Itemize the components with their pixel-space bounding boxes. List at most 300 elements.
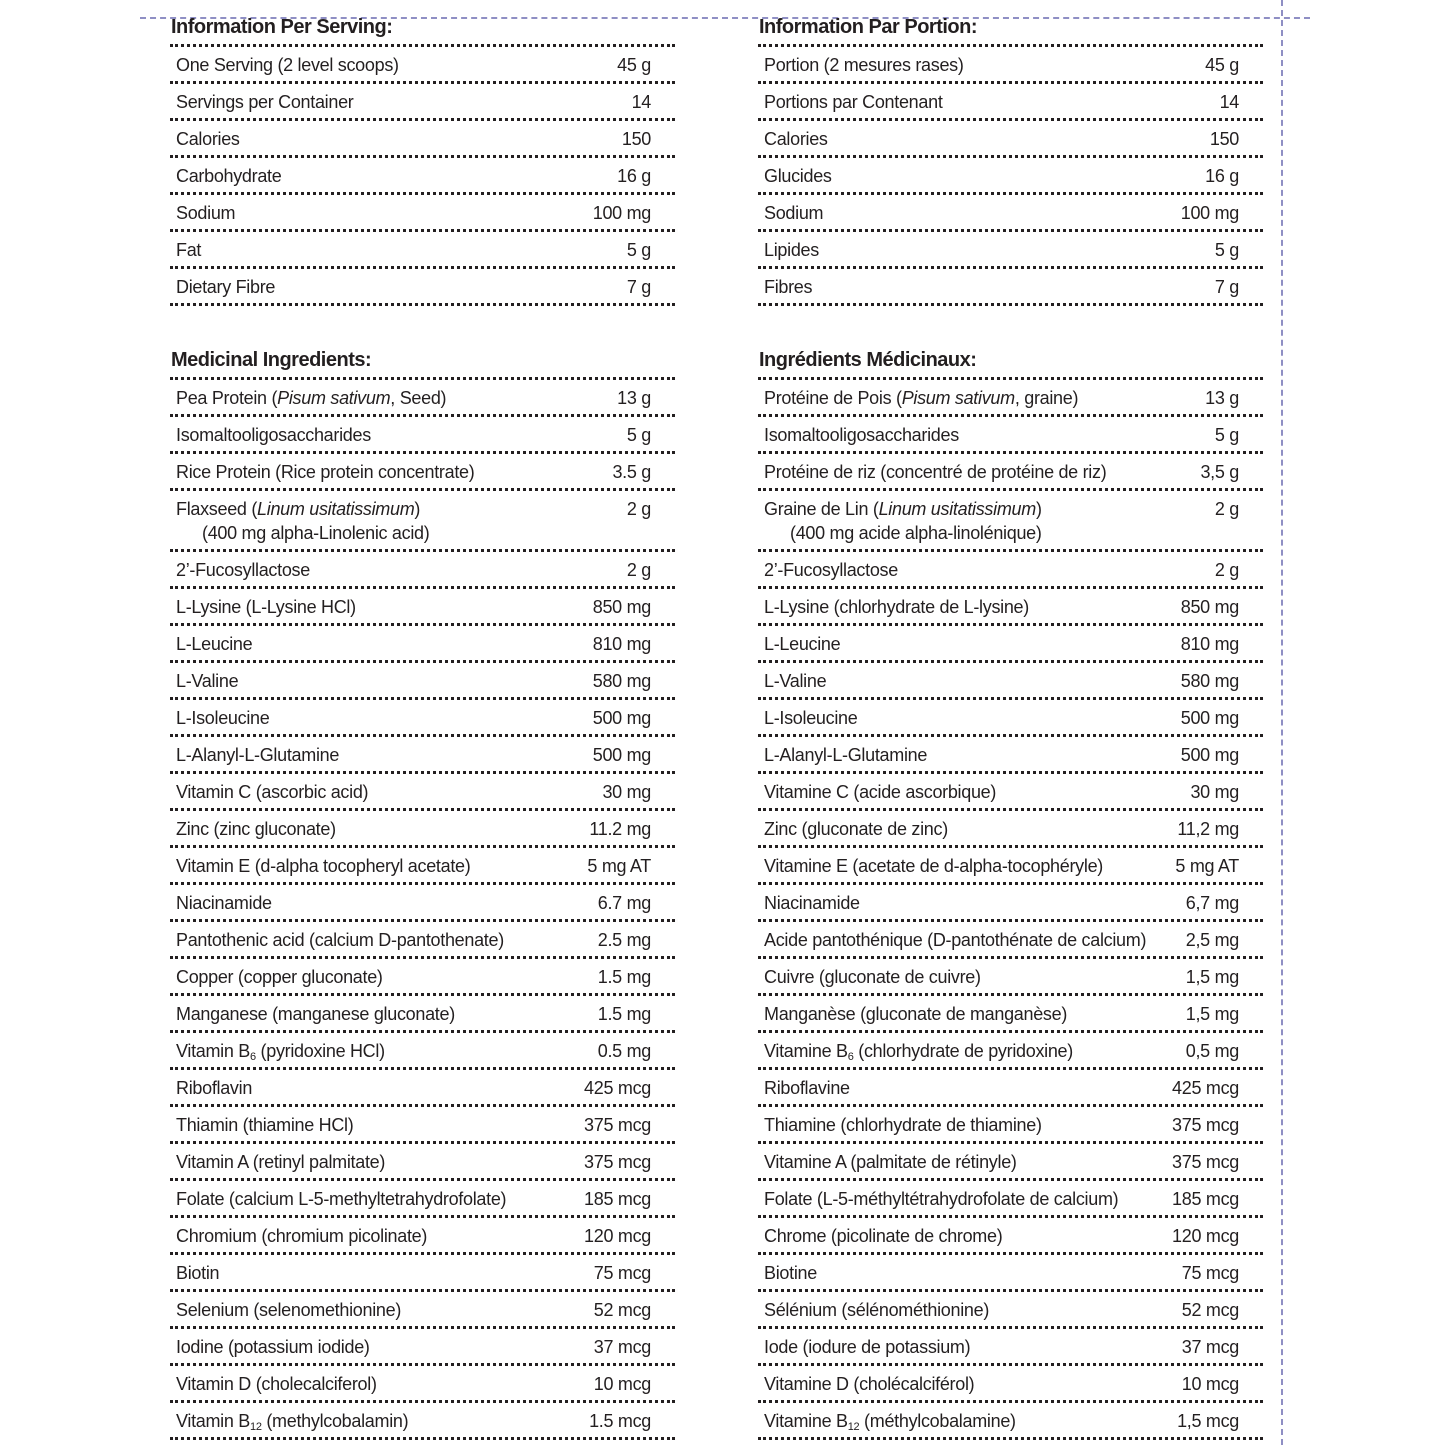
name-text: Graine de Lin (: [764, 499, 879, 519]
name-suffix: ): [414, 499, 421, 519]
name-text: Vitamin D (cholecalciferol): [176, 1374, 377, 1394]
amount: 425 mcg: [1172, 1078, 1239, 1098]
amount: 3,5 g: [1200, 462, 1239, 482]
ingredient-row: [170, 774, 675, 811]
ingredient-row: [170, 885, 675, 922]
nutrient-name: [758, 454, 1106, 484]
ingredient-row: [758, 1292, 1263, 1329]
serving-row: [758, 158, 1263, 195]
ingredient-row: [170, 1144, 675, 1181]
name-text: Sodium: [176, 203, 236, 223]
amount: 52 mcg: [1181, 1300, 1239, 1320]
amount: 0.5 mg: [597, 1041, 651, 1061]
amount: 100 mg: [592, 203, 651, 223]
nutrient-name: [170, 1033, 385, 1063]
serving-row: [170, 195, 675, 232]
name-suffix: (pyridoxine HCl): [255, 1041, 385, 1061]
name-text: Thiamine (chlorhydrate de thiamine): [764, 1115, 1042, 1135]
name-text: Folate (calcium L-5-methyltetrahydrofolate): [176, 1189, 507, 1209]
name-text: Pantothenic acid (calcium D-pantothenate): [176, 930, 504, 950]
amount: 14: [1219, 92, 1239, 112]
name-text: Vitamine B: [764, 1411, 848, 1431]
ingredient-row: [758, 1329, 1263, 1366]
ingredient-row: [758, 1255, 1263, 1292]
serving-info-title: Information Par Portion:: [758, 11, 1263, 47]
nutrient-name: [170, 774, 368, 804]
amount: 7 g: [1214, 277, 1239, 297]
name-text: Zinc (gluconate de zinc): [764, 819, 948, 839]
name-text: Chrome (picolinate de chrome): [764, 1226, 1003, 1246]
amount: 13 g: [1205, 388, 1239, 408]
name-text: Vitamin B: [176, 1041, 251, 1061]
nutrient-name: [758, 959, 981, 989]
ingredient-row: [758, 1033, 1263, 1070]
ingredient-row: [758, 700, 1263, 737]
name-text: L-Leucine: [176, 634, 253, 654]
amount: 185 mcg: [1172, 1189, 1239, 1209]
serving-row: [170, 121, 675, 158]
amount: 30 mg: [602, 782, 651, 802]
name-text: Servings per Container: [176, 92, 354, 112]
name-text: L-Isoleucine: [176, 708, 270, 728]
ingredient-row: [758, 1403, 1263, 1440]
trim-guide-vertical: [1281, 0, 1283, 1445]
name-text: Isomaltooligosaccharides: [764, 425, 959, 445]
serving-info-title: Information Per Serving:: [170, 11, 675, 47]
nutrient-name: [758, 491, 1042, 545]
amount: 185 mcg: [584, 1189, 651, 1209]
nutrient-name: [170, 158, 281, 188]
name-text: One Serving (2 level scoops): [176, 55, 399, 75]
name-text: Portion (2 mesures rases): [764, 55, 964, 75]
amount: 1,5 mg: [1185, 967, 1239, 987]
ingredient-row: [170, 848, 675, 885]
name-text: Vitamine C (acide ascorbique): [764, 782, 997, 802]
amount: 6,7 mg: [1185, 893, 1239, 913]
nutrient-name: [758, 1366, 974, 1396]
amount: 2 g: [1214, 560, 1239, 580]
subscript: 12: [250, 1421, 262, 1433]
serving-info-list: [170, 47, 675, 306]
amount: 500 mg: [592, 708, 651, 728]
name-text: Pea Protein (: [176, 388, 278, 408]
name-suffix: (chlorhydrate de pyridoxine): [853, 1041, 1073, 1061]
nutrient-name: [170, 922, 504, 952]
name-text: L-Isoleucine: [764, 708, 858, 728]
nutrient-name: [170, 1366, 377, 1396]
amount: 100 mg: [1180, 203, 1239, 223]
nutrient-name: [758, 121, 828, 151]
name-text: Iode (iodure de potassium): [764, 1337, 971, 1357]
amount: 75 mcg: [593, 1263, 651, 1283]
amount: 10 mcg: [593, 1374, 651, 1394]
amount: 375 mcg: [1172, 1152, 1239, 1172]
amount: 1.5 mg: [597, 1004, 651, 1024]
nutrient-name: [758, 269, 812, 299]
amount: 150: [1209, 129, 1239, 149]
nutrient-name: [170, 737, 339, 767]
amount: 7 g: [626, 277, 651, 297]
name-text: Calories: [176, 129, 240, 149]
nutrient-name: [758, 626, 840, 656]
nutrient-name: [170, 454, 474, 484]
name-text: Riboflavine: [764, 1078, 850, 1098]
nutrient-name: [758, 552, 898, 582]
nutrient-name: [170, 1107, 353, 1137]
name-text: Cuivre (gluconate de cuivre): [764, 967, 981, 987]
name-text: Chromium (chromium picolinate): [176, 1226, 428, 1246]
ingredient-row: [758, 996, 1263, 1033]
amount: 1.5 mcg: [589, 1411, 651, 1431]
nutrient-name: [170, 1329, 370, 1359]
amount: 14: [631, 92, 651, 112]
name-text: L-Alanyl-L-Glutamine: [176, 745, 340, 765]
amount: 5 g: [1214, 240, 1239, 260]
name-text: Glucides: [764, 166, 832, 186]
ingredient-row: [170, 552, 675, 589]
ingredient-row: [758, 1366, 1263, 1403]
amount: 500 mg: [1180, 745, 1239, 765]
ingredient-row: [170, 1403, 675, 1440]
nutrient-name: [170, 232, 201, 262]
ingredient-row: [758, 811, 1263, 848]
medicinal-ingredients-title: Ingrédients Médicinaux:: [758, 344, 1263, 380]
french-panel: [758, 11, 1263, 1440]
nutrient-name: [170, 47, 399, 77]
nutrient-name: [170, 269, 275, 299]
nutrient-name: [170, 121, 240, 151]
name-text: Rice Protein (Rice protein concentrate): [176, 462, 475, 482]
name-text: Protéine de Pois (: [764, 388, 902, 408]
name-text: Biotin: [176, 1263, 220, 1283]
amount: 5 mg AT: [1175, 856, 1239, 876]
name-text: L-Lysine (L-Lysine HCl): [176, 597, 356, 617]
name-text: Vitamin C (ascorbic acid): [176, 782, 369, 802]
amount: 2,5 mg: [1185, 930, 1239, 950]
nutrient-name: [170, 1218, 427, 1248]
nutrient-name: [758, 996, 1067, 1026]
amount: 120 mcg: [584, 1226, 651, 1246]
name-text: Calories: [764, 129, 828, 149]
amount: 13 g: [617, 388, 651, 408]
ingredient-row: [170, 811, 675, 848]
name-text: L-Valine: [764, 671, 827, 691]
name-detail: (400 mg alpha-Linolenic acid): [202, 523, 430, 543]
name-text: 2’-Fucosyllactose: [176, 560, 310, 580]
name-text: Vitamin A (retinyl palmitate): [176, 1152, 386, 1172]
nutrient-name: [170, 417, 371, 447]
name-text: Copper (copper gluconate): [176, 967, 383, 987]
name-text: Protéine de riz (concentré de protéine de riz): [764, 462, 1107, 482]
amount: 37 mcg: [1181, 1337, 1239, 1357]
ingredient-row: [170, 922, 675, 959]
nutrient-name: [758, 1403, 1016, 1433]
nutrient-name: [758, 589, 1029, 619]
amount: 2 g: [626, 499, 651, 519]
name-text: Carbohydrate: [176, 166, 282, 186]
nutrient-name: [758, 922, 1146, 952]
amount: 11.2 mg: [589, 819, 651, 839]
ingredient-row: [170, 996, 675, 1033]
ingredient-row: [758, 380, 1263, 417]
ingredient-row: [170, 1070, 675, 1107]
nutrient-name: [170, 885, 272, 915]
name-text: Sélénium (sélénométhionine): [764, 1300, 990, 1320]
name-detail: (400 mg acide alpha-linolénique): [790, 523, 1042, 543]
amount: 810 mg: [1180, 634, 1239, 654]
ingredient-row: [758, 922, 1263, 959]
serving-row: [170, 84, 675, 121]
amount: 150: [621, 129, 651, 149]
nutrient-name: [758, 417, 959, 447]
amount: 45 g: [617, 55, 651, 75]
ingredient-row: [170, 1366, 675, 1403]
amount: 6.7 mg: [597, 893, 651, 913]
nutrient-name: [170, 811, 336, 841]
amount: 3.5 g: [612, 462, 651, 482]
ingredient-row: [758, 1181, 1263, 1218]
name-text: L-Lysine (chlorhydrate de L-lysine): [764, 597, 1029, 617]
nutrient-name: [758, 1181, 1118, 1211]
serving-row: [758, 195, 1263, 232]
amount: 850 mg: [1180, 597, 1239, 617]
nutrient-name: [758, 774, 996, 804]
nutrient-name: [758, 232, 819, 262]
ingredient-row: [758, 774, 1263, 811]
ingredient-row: [170, 1292, 675, 1329]
serving-row: [170, 158, 675, 195]
nutrient-name: [170, 848, 470, 878]
amount: 500 mg: [1180, 708, 1239, 728]
amount: 375 mcg: [584, 1152, 651, 1172]
amount: 580 mg: [592, 671, 651, 691]
amount: 425 mcg: [584, 1078, 651, 1098]
nutrient-name: [758, 1144, 1017, 1174]
ingredient-row: [170, 1218, 675, 1255]
amount: 1.5 mg: [597, 967, 651, 987]
name-text: Fat: [176, 240, 202, 260]
ingredient-row: [758, 1144, 1263, 1181]
name-text: Vitamine E (acetate de d-alpha-tocophéryle): [764, 856, 1103, 876]
nutrient-name: [758, 1329, 970, 1359]
subscript: 6: [250, 1051, 256, 1063]
name-text: Flaxseed (: [176, 499, 258, 519]
nutrient-name: [758, 885, 860, 915]
ingredient-row: [758, 959, 1263, 996]
nutrient-name: [170, 1255, 219, 1285]
ingredient-row: [170, 491, 675, 552]
amount: 2 g: [626, 560, 651, 580]
serving-row: [170, 47, 675, 84]
nutrient-name: [170, 626, 252, 656]
ingredient-row: [758, 417, 1263, 454]
ingredient-row: [758, 589, 1263, 626]
amount: 45 g: [1205, 55, 1239, 75]
ingredient-row: [170, 1255, 675, 1292]
ingredient-row: [170, 626, 675, 663]
nutrient-name: [170, 1403, 408, 1433]
name-suffix: ): [1035, 499, 1042, 519]
name-text: Acide pantothénique (D-pantothénate de calcium): [764, 930, 1147, 950]
nutrient-name: [170, 1292, 401, 1322]
serving-row: [758, 121, 1263, 158]
name-text: Vitamine D (cholécalciférol): [764, 1374, 975, 1394]
nutrient-name: [758, 737, 927, 767]
serving-row: [170, 269, 675, 306]
amount: 375 mcg: [584, 1115, 651, 1135]
ingredient-row: [758, 848, 1263, 885]
nutrient-name: [758, 1033, 1073, 1063]
name-text: Selenium (selenomethionine): [176, 1300, 402, 1320]
name-suffix: (methylcobalamin): [261, 1411, 409, 1431]
amount: 5 g: [626, 425, 651, 445]
amount: 375 mcg: [1172, 1115, 1239, 1135]
serving-row: [758, 269, 1263, 306]
name-text: Vitamine B: [764, 1041, 848, 1061]
english-panel: [170, 11, 675, 1440]
name-text: Vitamine A (palmitate de rétinyle): [764, 1152, 1017, 1172]
ingredient-row: [170, 663, 675, 700]
nutrient-name: [170, 380, 446, 410]
name-text: Thiamin (thiamine HCl): [176, 1115, 354, 1135]
nutrient-name: [170, 84, 354, 114]
ingredient-row: [758, 1218, 1263, 1255]
serving-row: [758, 232, 1263, 269]
name-text: Lipides: [764, 240, 819, 260]
medicinal-ingredients-list: [758, 380, 1263, 1440]
name-text: Manganèse (gluconate de manganèse): [764, 1004, 1068, 1024]
nutrient-name: [170, 700, 269, 730]
name-text: Sodium: [764, 203, 824, 223]
amount: 5 g: [626, 240, 651, 260]
name-suffix: , Seed): [390, 388, 447, 408]
amount: 2 g: [1214, 499, 1239, 519]
name-text: Folate (L-5-méthyltétrahydrofolate de calcium): [764, 1189, 1119, 1209]
name-text: Vitamin B: [176, 1411, 251, 1431]
amount: 10 mcg: [1181, 1374, 1239, 1394]
amount: 120 mcg: [1172, 1226, 1239, 1246]
amount: 37 mcg: [593, 1337, 651, 1357]
nutrient-name: [758, 1107, 1042, 1137]
ingredient-row: [758, 663, 1263, 700]
amount: 1,5 mg: [1185, 1004, 1239, 1024]
ingredient-row: [758, 1070, 1263, 1107]
amount: 500 mg: [592, 745, 651, 765]
nutrient-name: [758, 848, 1103, 878]
nutrient-name: [170, 1070, 252, 1100]
amount: 16 g: [617, 166, 651, 186]
name-text: Isomaltooligosaccharides: [176, 425, 371, 445]
nutrient-name: [758, 84, 943, 114]
nutrient-name: [758, 195, 823, 225]
amount: 850 mg: [592, 597, 651, 617]
name-suffix: (méthylcobalamine): [859, 1411, 1016, 1431]
nutrient-name: [758, 1255, 817, 1285]
nutrient-name: [758, 1292, 989, 1322]
nutrient-name: [170, 491, 429, 545]
name-text: Manganese (manganese gluconate): [176, 1004, 455, 1024]
serving-info-list: [758, 47, 1263, 306]
amount: 11,2 mg: [1177, 819, 1239, 839]
latin-name: Linum usitatissimum: [257, 499, 415, 519]
subscript: 6: [847, 1051, 854, 1063]
nutrient-name: [170, 959, 383, 989]
amount: 75 mcg: [1181, 1263, 1239, 1283]
subscript: 12: [847, 1421, 860, 1433]
ingredient-row: [170, 589, 675, 626]
nutrient-name: [170, 195, 235, 225]
nutrient-name: [758, 663, 826, 693]
amount: 2.5 mg: [597, 930, 651, 950]
ingredient-row: [758, 491, 1263, 552]
name-text: Vitamin E (d-alpha tocopheryl acetate): [176, 856, 471, 876]
nutrient-name: [758, 1070, 850, 1100]
ingredient-row: [758, 454, 1263, 491]
name-suffix: , graine): [1014, 388, 1079, 408]
name-text: L-Valine: [176, 671, 239, 691]
medicinal-ingredients-title: Medicinal Ingredients:: [170, 344, 675, 380]
ingredient-row: [170, 454, 675, 491]
latin-name: Pisum sativum: [277, 388, 391, 408]
ingredient-row: [170, 700, 675, 737]
name-text: Dietary Fibre: [176, 277, 276, 297]
amount: 1,5 mcg: [1177, 1411, 1239, 1431]
name-text: Biotine: [764, 1263, 817, 1283]
amount: 30 mg: [1190, 782, 1239, 802]
nutrient-name: [758, 380, 1078, 410]
name-text: L-Alanyl-L-Glutamine: [764, 745, 928, 765]
ingredient-row: [170, 1329, 675, 1366]
ingredient-row: [170, 959, 675, 996]
nutrient-name: [170, 996, 455, 1026]
nutrient-name: [758, 700, 857, 730]
ingredient-row: [758, 1107, 1263, 1144]
amount: 5 g: [1214, 425, 1239, 445]
nutrient-name: [170, 663, 238, 693]
nutrient-name: [758, 811, 948, 841]
nutrient-name: [170, 589, 356, 619]
nutrient-name: [758, 1218, 1002, 1248]
amount: 580 mg: [1180, 671, 1239, 691]
name-text: 2’-Fucosyllactose: [764, 560, 898, 580]
name-text: L-Leucine: [764, 634, 841, 654]
ingredient-row: [758, 552, 1263, 589]
name-text: Portions par Contenant: [764, 92, 943, 112]
ingredient-row: [170, 737, 675, 774]
amount: 5 mg AT: [587, 856, 651, 876]
medicinal-ingredients-list: [170, 380, 675, 1440]
nutrient-name: [758, 158, 832, 188]
serving-row: [758, 84, 1263, 121]
nutrient-name: [758, 47, 964, 77]
name-text: Zinc (zinc gluconate): [176, 819, 336, 839]
name-text: Iodine (potassium iodide): [176, 1337, 370, 1357]
serving-row: [758, 47, 1263, 84]
nutrient-name: [170, 1144, 385, 1174]
amount: 810 mg: [592, 634, 651, 654]
name-text: Niacinamide: [764, 893, 860, 913]
amount: 16 g: [1205, 166, 1239, 186]
ingredient-row: [758, 737, 1263, 774]
ingredient-row: [170, 417, 675, 454]
latin-name: Linum usitatissimum: [878, 499, 1036, 519]
ingredient-row: [758, 885, 1263, 922]
ingredient-row: [758, 626, 1263, 663]
nutrient-name: [170, 552, 310, 582]
ingredient-row: [170, 380, 675, 417]
amount: 0,5 mg: [1185, 1041, 1239, 1061]
amount: 52 mcg: [593, 1300, 651, 1320]
